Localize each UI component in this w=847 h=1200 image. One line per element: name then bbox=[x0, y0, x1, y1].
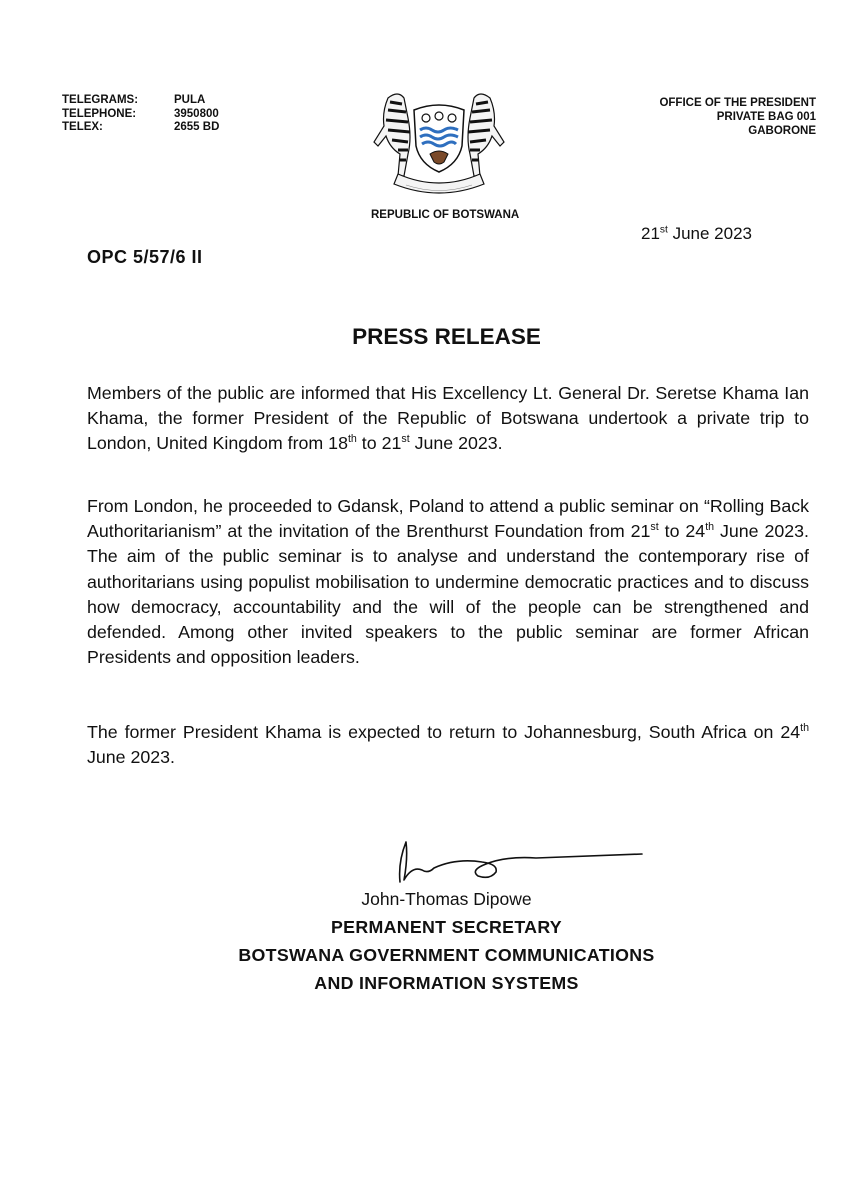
contact-telephone bbox=[62, 108, 219, 122]
contact-telex bbox=[62, 121, 219, 135]
republic-label: REPUBLIC OF BOTSWANA bbox=[371, 209, 520, 221]
date-day: 21 bbox=[641, 224, 660, 243]
text-run: Members of the public are informed that His Excellency Lt. General Dr. Seretse Khama Ian Khama, the former President of the Republic of Botswana undertook a private trip to London, United Kingdom from 18 bbox=[87, 383, 809, 454]
contact-label: TELEX: bbox=[62, 121, 103, 133]
body-paragraph-3 bbox=[87, 720, 809, 770]
contact-label: TELEGRAMS: bbox=[62, 94, 139, 106]
signatory-department: AND INFORMATION SYSTEMS bbox=[314, 973, 579, 993]
page-title: PRESS RELEASE bbox=[352, 324, 541, 349]
shield-icon bbox=[414, 105, 464, 172]
date-rest: June 2023 bbox=[667, 224, 752, 243]
text-run: to 24 bbox=[658, 521, 706, 542]
ordinal-suffix: th bbox=[800, 722, 809, 735]
contact-label: TELEPHONE: bbox=[62, 107, 137, 120]
ordinal-suffix: th bbox=[705, 521, 715, 534]
body-paragraph-2 bbox=[87, 494, 809, 670]
signatory-name: John-Thomas Dipowe bbox=[361, 889, 532, 909]
letterhead-contacts bbox=[62, 94, 219, 135]
left-zebra-icon bbox=[374, 94, 410, 176]
text-run: to 21 bbox=[356, 433, 402, 454]
contact-value: 3950800 bbox=[174, 107, 219, 120]
date-suffix: st bbox=[659, 224, 668, 236]
contact-telegrams bbox=[62, 94, 219, 108]
text-run: June 2023. bbox=[409, 433, 503, 454]
office-line: OFFICE OF THE PRESIDENT bbox=[659, 97, 816, 109]
signatory-title: PERMANENT SECRETARY bbox=[331, 917, 562, 937]
document-date bbox=[641, 224, 752, 244]
office-line: GABORONE bbox=[748, 125, 816, 137]
signatory-department: BOTSWANA GOVERNMENT COMMUNICATIONS bbox=[238, 945, 655, 965]
contact-value: PULA bbox=[174, 94, 206, 106]
ordinal-suffix: st bbox=[650, 521, 659, 534]
ordinal-suffix: th bbox=[347, 433, 357, 446]
contact-value: 2655 BD bbox=[174, 121, 220, 133]
ordinal-suffix: st bbox=[401, 433, 410, 446]
text-run: June 2023. The aim of the public seminar is to analyse and understand the contemporary rise of authoritarians using populist mobilisation to undermine democratic practices and to discuss how democracy, accountability and the will of the people can be strengthened and defended. Among other invited speakers to the public seminar are former African Presidents and opposition leaders. bbox=[87, 521, 809, 668]
text-run: The former President Khama is expected to return to Johannesburg, South Africa on 24 bbox=[87, 722, 801, 742]
motto-ribbon-icon bbox=[394, 174, 484, 193]
body-paragraph-1 bbox=[87, 381, 809, 457]
reference-number: OPC 5/57/6 II bbox=[87, 247, 203, 267]
coat-of-arms-icon bbox=[368, 88, 510, 200]
text-run: June 2023. bbox=[87, 747, 175, 768]
text-run: From London, he proceeded to Gdansk, Poland to attend a public seminar on “Rolling Back Authoritarianism” at the invitation of the Brenthurst Foundation from 21 bbox=[87, 496, 809, 542]
office-address bbox=[659, 96, 816, 138]
office-line: PRIVATE BAG 001 bbox=[716, 111, 816, 123]
right-zebra-icon bbox=[468, 94, 504, 176]
signature-icon bbox=[386, 822, 646, 892]
